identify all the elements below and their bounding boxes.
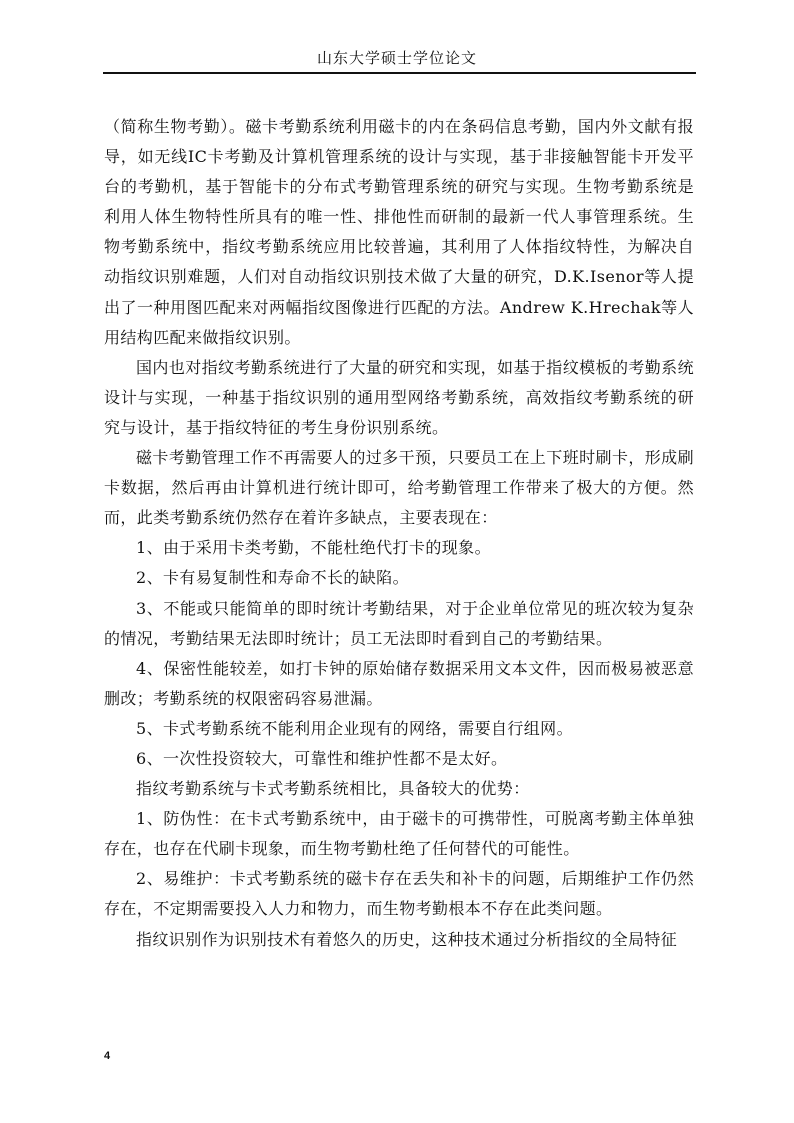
list-item-4: 4、保密性能较差，如打卡钟的原始储存数据采用文本文件，因而极易被恶意删改；考勤系统的权限密码容易泄漏。 xyxy=(104,658,694,708)
paragraph-final: 指纹识别作为识别技术有着悠久的历史，这种技术通过分析指纹的全局特征 xyxy=(136,929,678,949)
advantage-item-1: 1、防伪性：在卡式考勤系统中，由于磁卡的可携带性，可脱离考勤主体单独存在，也存在代刷卡现象，而生物考勤杜绝了任何替代的可能性。 xyxy=(104,809,694,859)
body-text xyxy=(104,112,694,955)
paragraph-advantages-intro: 指纹考勤系统与卡式考勤系统相比，具备较大的优势： xyxy=(136,779,530,799)
paragraph-1: （简称生物考勤）。磁卡考勤系统利用磁卡的内在条码信息考勤，国内外文献有报导，如无线IC卡考勤及计算机管理系统的设计与实现，基于非接触智能卡开发平台的考勤机，基于智能卡的分布式考勤管理系统的研究与实现。生物考勤系统是利用人体生物特性所具有的唯一性、排他性而研制的最新一代人事管理系统。生物考勤系统中，指纹考勤系统应用比较普遍，其利用了人体指纹特性，为解决自动指纹识别难题，人们对自动指纹识别技术做了大量的研究，D.K.Isenor等人提出了一种用图匹配来对两幅指纹图像进行匹配的方法。Andrew K.Hrechak等人用结构匹配来做指纹识别。 xyxy=(104,117,694,347)
advantage-item-2: 2、易维护：卡式考勤系统的磁卡存在丢失和补卡的问题，后期维护工作仍然存在，不定期需要投入人力和物力，而生物考勤根本不存在此类问题。 xyxy=(104,869,694,919)
list-item-1: 1、由于采用卡类考勤，不能杜绝代打卡的现象。 xyxy=(136,538,491,558)
header-rule xyxy=(103,72,696,74)
list-item-5: 5、卡式考勤系统不能利用企业现有的网络，需要自行组网。 xyxy=(136,718,573,738)
list-item-2: 2、卡有易复制性和寿命不长的缺陷。 xyxy=(136,568,409,588)
running-header-title: 山东大学硕士学位论文 xyxy=(316,49,477,67)
paragraph-3: 磁卡考勤管理工作不再需要人的过多干预，只要员工在上下班时刷卡，形成刷卡数据，然后再由计算机进行统计即可，给考勤管理工作带来了极大的方便。然而，此类考勤系统仍然存在着许多缺点，主要表现在： xyxy=(104,448,694,528)
list-item-6: 6、一次性投资较大，可靠性和维护性都不是太好。 xyxy=(136,748,508,768)
list-item-3: 3、不能或只能简单的即时统计考勤结果，对于企业单位常见的班次较为复杂的情况，考勤结果无法即时统计；员工无法即时看到自己的考勤结果。 xyxy=(104,598,694,648)
paragraph-2: 国内也对指纹考勤系统进行了大量的研究和实现，如基于指纹模板的考勤系统设计与实现，一种基于指纹识别的通用型网络考勤系统，高效指纹考勤系统的研究与设计，基于指纹特征的考生身份识别系统。 xyxy=(104,357,694,437)
page-number: 4 xyxy=(104,1050,111,1062)
